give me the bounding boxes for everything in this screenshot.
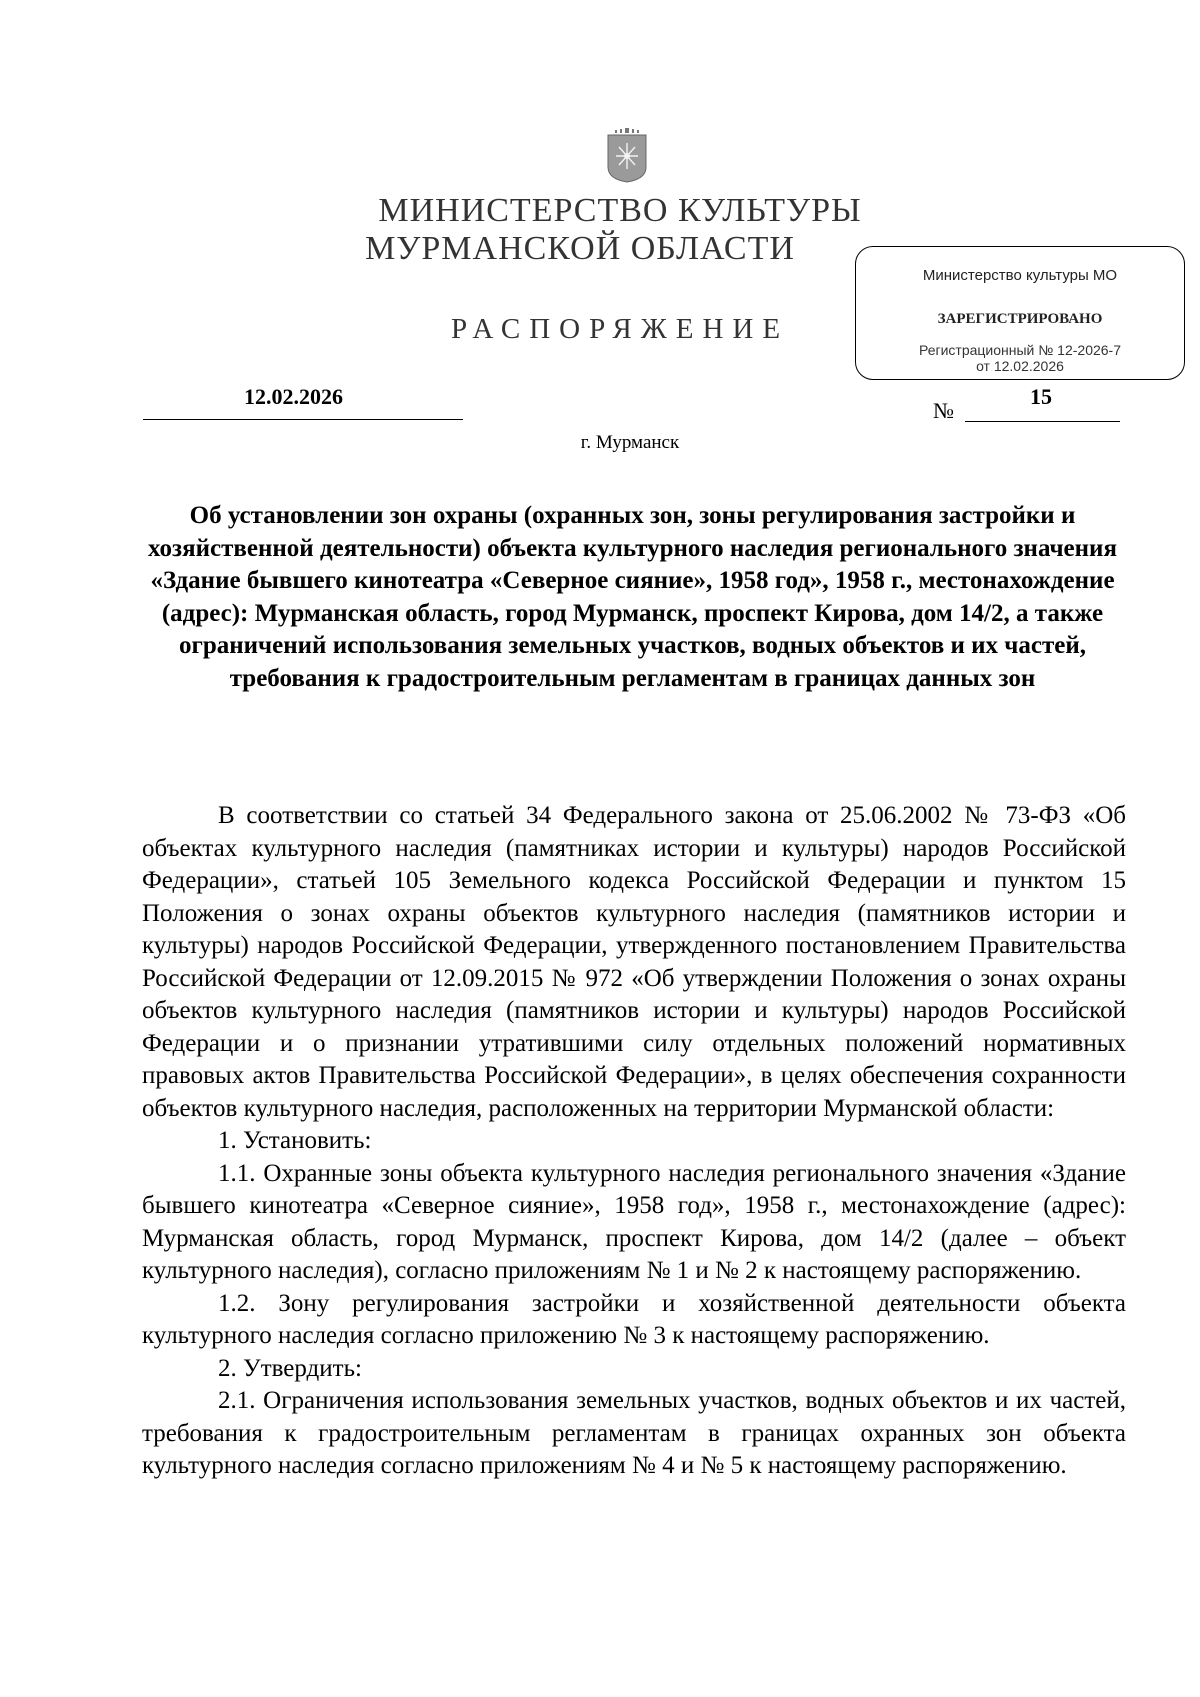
stamp-status: ЗАРЕГИСТРИРОВАНО <box>937 311 1103 327</box>
ministry-name-line2: МУРМАНСКОЙ ОБЛАСТИ <box>365 230 795 267</box>
stamp-reg-number: Регистрационный № 12-2026-7 <box>918 342 1121 358</box>
number-underline <box>965 421 1120 422</box>
registration-stamp <box>855 246 1185 380</box>
city: г. Мурманск <box>580 432 680 453</box>
coat-of-arms-icon <box>604 127 650 183</box>
number-sign: № <box>933 398 954 423</box>
item-2-1: 2.1. Ограничения использования земельных участков, водных объектов и их частей, требования к градостроительным регламентам в границах охранных зон объекта культурного наследия согласно приложениям № 4 и № 5 к настоящему распоряжению. <box>142 1387 1126 1479</box>
document-date: 12.02.2026 <box>244 384 343 409</box>
document-type: РАСПОРЯЖЕНИЕ <box>450 313 790 345</box>
item-1-1: 1.1. Охранные зоны объекта культурного наследия регионального значения «Здание бывшего кинотеатра «Северное сияние», 1958 год», 1958 г., местонахождение (адрес): Мурманская область, город Мурманск, проспект Кирова, дом 14/2 (далее – объект культурного наследия), согласно приложениям № 1 и № 2 к настоящему распоряжению. <box>142 1159 1126 1284</box>
preamble-paragraph: В соответствии со статьей 34 Федерального закона от 25.06.2002 № 73-ФЗ «Об объектах культурного наследия (памятниках истории и культуры) народов Российской Федерации», статьей 105 Земельного кодекса Российской Федерации и пунктом 15 Положения о зонах охраны объектов культурного наследия (памятников истории и культуры) народов Российской Федерации, утвержденного постановлением Правительства Российской Федерации от 12.09.2015 № 972 «Об утверждении Положения о зонах охраны объектов культурного наследия (памятников истории и культуры) народов Российской Федерации и о признании утратившими силу отдельных положений нормативных правовых актов Правительства Российской Федерации», в целях обеспечения сохранности объектов культурного наследия, расположенных на территории Мурманской области: <box>142 802 1126 1122</box>
item-1-2: 1.2. Зону регулирования застройки и хозяйственной деятельности объекта культурного наследия согласно приложению № 3 к настоящему распоряжению. <box>142 1289 1126 1349</box>
item-2: 2. Утвердить: <box>218 1354 362 1382</box>
document-number: 15 <box>1030 384 1052 409</box>
document-body <box>142 800 1126 1483</box>
stamp-reg-date: от 12.02.2026 <box>976 358 1064 374</box>
date-underline <box>143 419 463 420</box>
document-title: Об установлении зон охраны (охранных зон, зоны регулирования застройки и хозяйственной деятельности) объекта культурного наследия регионального значения «Здание бывшего кинотеатра «Северное сияние», 1958 год», 1958 г., местонахождение (адрес): Мурманская область, город Мурманск, проспект Кирова, дом 14/2, а также ограничений использования земельных участков, водных объектов и их частей, требования к градостроительным регламентам в границах данных зон <box>148 502 1117 692</box>
stamp-org: Министерство культуры МО <box>922 267 1118 284</box>
item-1: 1. Установить: <box>218 1127 372 1154</box>
stamp-details <box>856 342 1184 374</box>
ministry-name-line1: МИНИСТЕРСТВО КУЛЬТУРЫ <box>378 192 862 229</box>
